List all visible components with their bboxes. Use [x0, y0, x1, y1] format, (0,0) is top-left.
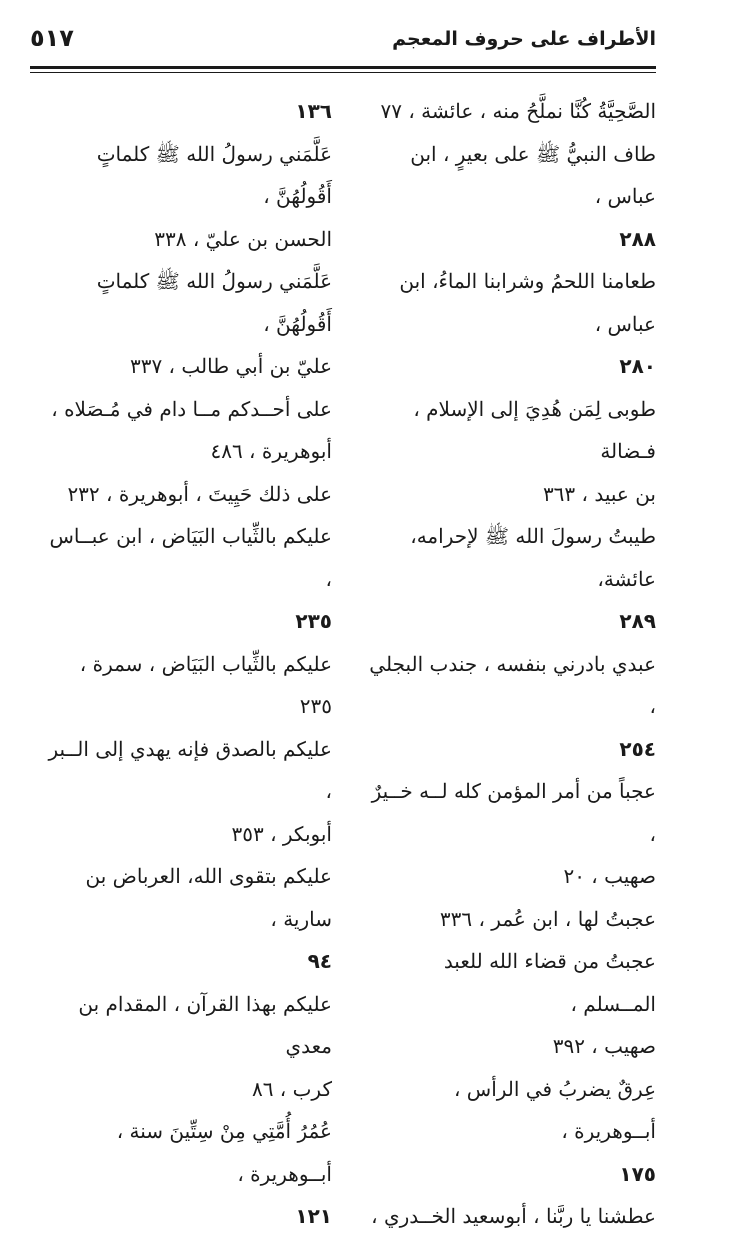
- entry-text: عجباً من أمر المؤمن كله لــه خــيرٌ ،: [371, 779, 656, 846]
- entry-text: عليكم بتقوى الله، العرباض بن سارية ،: [85, 864, 332, 931]
- index-entry: [42, 855, 332, 983]
- index-entry: [42, 473, 332, 516]
- entry-page-ref: ١٢١: [295, 1204, 332, 1228]
- entry-text-continued: الحسن بن عليّ ، ٣٣٨: [154, 226, 332, 251]
- index-entry: [366, 940, 656, 1068]
- entry-text: عطشنا يا ربَّنا ، أبوسعيد الخــدري ،: [371, 1204, 656, 1228]
- index-entry: [42, 1110, 332, 1238]
- entry-text: طيبتُ رسولَ الله ﷺ لإحرامه، عائشة،: [410, 524, 656, 591]
- index-entry: [366, 388, 656, 516]
- entry-text: عجبتُ من قضاء الله للعبد المــسلم ،: [443, 949, 656, 1016]
- entry-page-ref: ١٣٦: [295, 99, 332, 123]
- entry-text: عليكم بهذا القرآن ، المقدام بن معدي: [78, 991, 332, 1058]
- entry-page-ref: ٢٨٠: [619, 354, 656, 378]
- index-entry: [366, 515, 656, 643]
- entry-text: عجبتُ لها ، ابن عُمر ، ٣٣٦: [439, 906, 656, 931]
- page-number: ٥١٧: [30, 24, 74, 52]
- entry-text: عِرقٌ يضربُ في الرأس ، أبــوهريرة ،: [453, 1076, 656, 1143]
- entry-text: عُمُرُ أُمَّتِي مِنْ سِتِّينَ سنة ، أبــوهريرة ،: [116, 1119, 332, 1186]
- entry-text: الصَّحِيَّةُ كُنَّا نملَّحُ منه ، عائشة ، ٧٧: [380, 99, 656, 123]
- entry-text-continued: عليّ بن أبي طالب ، ٣٣٧: [129, 354, 332, 378]
- index-entry: [42, 515, 332, 643]
- entry-page-ref: ١٧٥: [619, 1161, 656, 1186]
- entry-text: طوبى لِمَن هُدِيَ إلى الإسلام ، فـضالة: [413, 396, 656, 463]
- index-entry: [42, 388, 332, 473]
- index-entry: [366, 898, 656, 941]
- index-entry: [42, 728, 332, 856]
- entry-page-ref: ٩٤: [307, 949, 332, 973]
- entry-text-continued: بن عبيد ، ٣٦٣: [542, 481, 656, 506]
- running-title: الأطراف على حروف المعجم: [392, 28, 656, 50]
- entry-text: على أحــدكم مــا دام في مُـصَلاه ،: [51, 396, 332, 421]
- index-entry: [366, 260, 656, 388]
- entry-page-ref: ٢٥٤: [619, 736, 656, 761]
- index-entry: [42, 133, 332, 261]
- index-entry: [42, 643, 332, 728]
- index-entry: [366, 643, 656, 771]
- index-entry: [42, 983, 332, 1111]
- entry-text: على ذلك حَيِيتَ ، أبوهريرة ، ٢٣٢: [67, 481, 332, 506]
- index-entry: [366, 1068, 656, 1196]
- entry-text: عليكم بالثِّياب البَيَاض ، سمرة ، ٢٣٥: [79, 651, 332, 718]
- index-entry: [42, 90, 332, 133]
- entry-text: طاف النبيُّ ﷺ على بعيرٍ ، ابن عباس ،: [410, 141, 656, 208]
- entry-text-continued: أبوبكر ، ٣٥٣: [231, 821, 332, 846]
- entry-page-ref: ٢٣٥: [295, 609, 332, 633]
- entry-text: عليكم بالثِّياب البَيَاض ، ابن عبــاس ،: [49, 524, 332, 591]
- entry-text-continued: صهيب ، ٣٩٢: [552, 1034, 656, 1058]
- index-entry: [366, 770, 656, 898]
- entry-text: عليكم بالصدق فإنه يهدي إلى الــبر ،: [48, 736, 332, 803]
- index-entry: [366, 1195, 656, 1238]
- running-head: [30, 24, 656, 64]
- entry-text: عَلَّمَني رسولُ الله ﷺ كلماتٍ أَقُولُهُنَّ ،: [96, 269, 332, 336]
- header-rule-thick: [30, 66, 656, 69]
- entry-text-continued: أبوهريرة ، ٤٨٦: [210, 439, 332, 463]
- entry-text: عبدي بادرني بنفسه ، جندب البجلي ،: [369, 651, 656, 718]
- entry-page-ref: ٢٨٨: [619, 226, 656, 251]
- index-entry: [366, 90, 656, 133]
- entry-text: عَلَّمَني رسولُ الله ﷺ كلماتٍ أَقُولُهُنَّ ،: [96, 141, 332, 208]
- index-entry: [366, 133, 656, 261]
- header-rule-thin: [30, 72, 656, 73]
- left-column: [42, 90, 332, 1238]
- index-entry: [42, 260, 332, 388]
- entry-text: طعامنا اللحمُ وشرابنا الماءُ، ابن عباس ،: [399, 269, 656, 336]
- entry-text-continued: صهيب ، ٢٠: [563, 864, 656, 888]
- entry-page-ref: ٢٨٩: [619, 609, 656, 633]
- entry-text-continued: كرب ، ٨٦: [251, 1076, 332, 1101]
- right-column: [366, 90, 656, 1238]
